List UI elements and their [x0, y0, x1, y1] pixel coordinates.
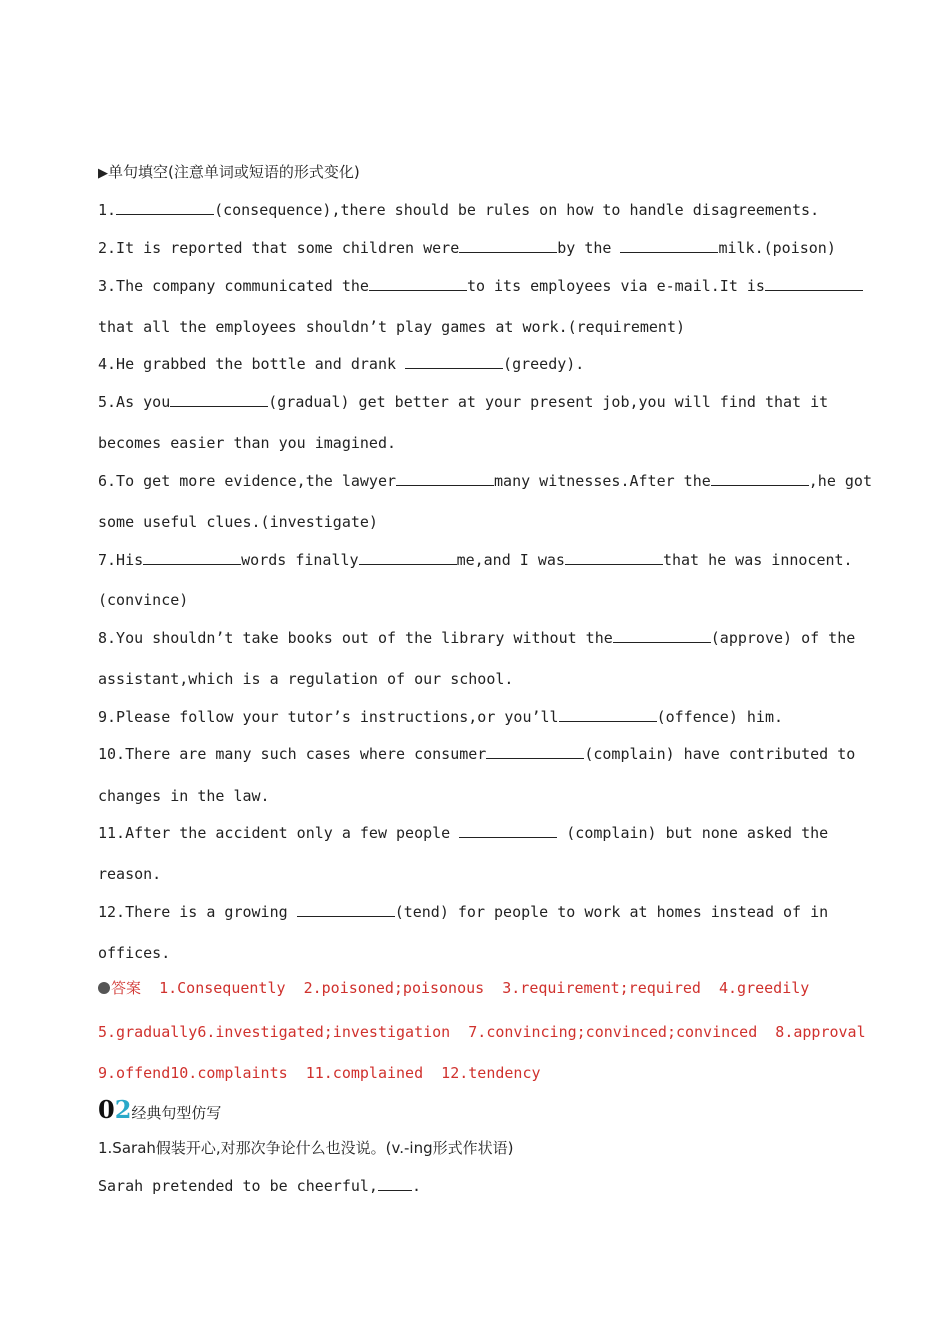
answer-blank[interactable]	[116, 200, 214, 215]
answer-key-line-1: 答案 1.Consequently 2.poisoned;poisonous 3.requirement;required 4.greedily	[98, 978, 809, 998]
question-12-cont: offices.	[98, 944, 171, 962]
question-3-cont: that all the employees shouldn’t play games at work.(requirement)	[98, 318, 685, 336]
section-heading	[98, 162, 360, 182]
question-12: 12.There is a growing (tend) for people to work at homes instead of in	[98, 903, 829, 921]
answer-blank[interactable]	[711, 471, 809, 486]
question-9: 9.Please follow your tutor’s instructions,or you’ll (offence) him.	[98, 708, 784, 726]
question-11: 11.After the accident only a few people (complain) but none asked the	[98, 824, 829, 842]
answer-blank[interactable]	[396, 471, 494, 486]
question-8-cont: assistant,which is a regulation of our school.	[98, 670, 514, 688]
answer-key-line-2: 5.gradually6.investigated;investigation 7.convincing;convinced;convinced 8.approval	[98, 1023, 866, 1041]
section-title: 单句填空(注意单词或短语的形式变化)	[108, 163, 360, 181]
sentence-answer-1: Sarah pretended to be cheerful, .	[98, 1177, 421, 1195]
answer-blank[interactable]	[765, 276, 863, 291]
question-3: 3.The company communicated the to its employees via e-mail.It is	[98, 276, 863, 296]
question-11-cont: reason.	[98, 865, 162, 883]
answer-blank[interactable]	[620, 238, 718, 253]
answer-blank[interactable]	[369, 276, 467, 291]
answer-blank[interactable]	[613, 628, 711, 643]
answer-icon	[98, 982, 110, 994]
section-2-heading	[98, 1095, 221, 1125]
section-number: 02	[98, 1095, 132, 1124]
answer-blank[interactable]	[170, 392, 268, 407]
answer-blank[interactable]	[297, 902, 395, 917]
question-8: 8.You shouldn’t take books out of the library without the (approve) of the	[98, 629, 856, 647]
answer-blank[interactable]	[359, 550, 457, 565]
question-10: 10.There are many such cases where consumer (complain) have contributed to	[98, 745, 856, 763]
question-10-cont: changes in the law.	[98, 787, 270, 805]
answer-key-line-3: 9.offend10.complaints 11.complained 12.tendency	[98, 1064, 541, 1082]
section-2-title: 经典句型仿写	[131, 1104, 222, 1122]
answer-blank[interactable]	[559, 707, 657, 722]
triangle-icon: ▶	[98, 166, 108, 181]
question-1: 1. (consequence),there should be rules on how to handle disagreements.	[98, 201, 820, 219]
question-7-cont: (convince)	[98, 591, 189, 609]
question-6-cont: some useful clues.(investigate)	[98, 513, 378, 531]
answer-blank[interactable]	[459, 238, 557, 253]
answer-blank[interactable]	[405, 354, 503, 369]
answer-blank[interactable]	[459, 823, 557, 838]
answer-blank[interactable]	[143, 550, 241, 565]
question-7: 7.His words finally me,and I was that he was innocent.	[98, 551, 853, 569]
question-5-cont: becomes easier than you imagined.	[98, 434, 397, 452]
answer-blank[interactable]	[378, 1176, 412, 1191]
answer-label: 答案	[111, 979, 142, 997]
answer-blank[interactable]	[565, 550, 663, 565]
question-4: 4.He grabbed the bottle and drank (greedy).	[98, 355, 585, 373]
question-2: 2.It is reported that some children were by the milk.(poison)	[98, 239, 836, 257]
question-5: 5.As you (gradual) get better at your present job,you will find that it	[98, 393, 829, 411]
answer-blank[interactable]	[486, 744, 584, 759]
question-6: 6.To get more evidence,the lawyer many witnesses.After the ,he got	[98, 472, 872, 490]
sentence-prompt-1: 1.Sarah假装开心,对那次争论什么也没说。(v.-ing形式作状语)	[98, 1139, 514, 1157]
